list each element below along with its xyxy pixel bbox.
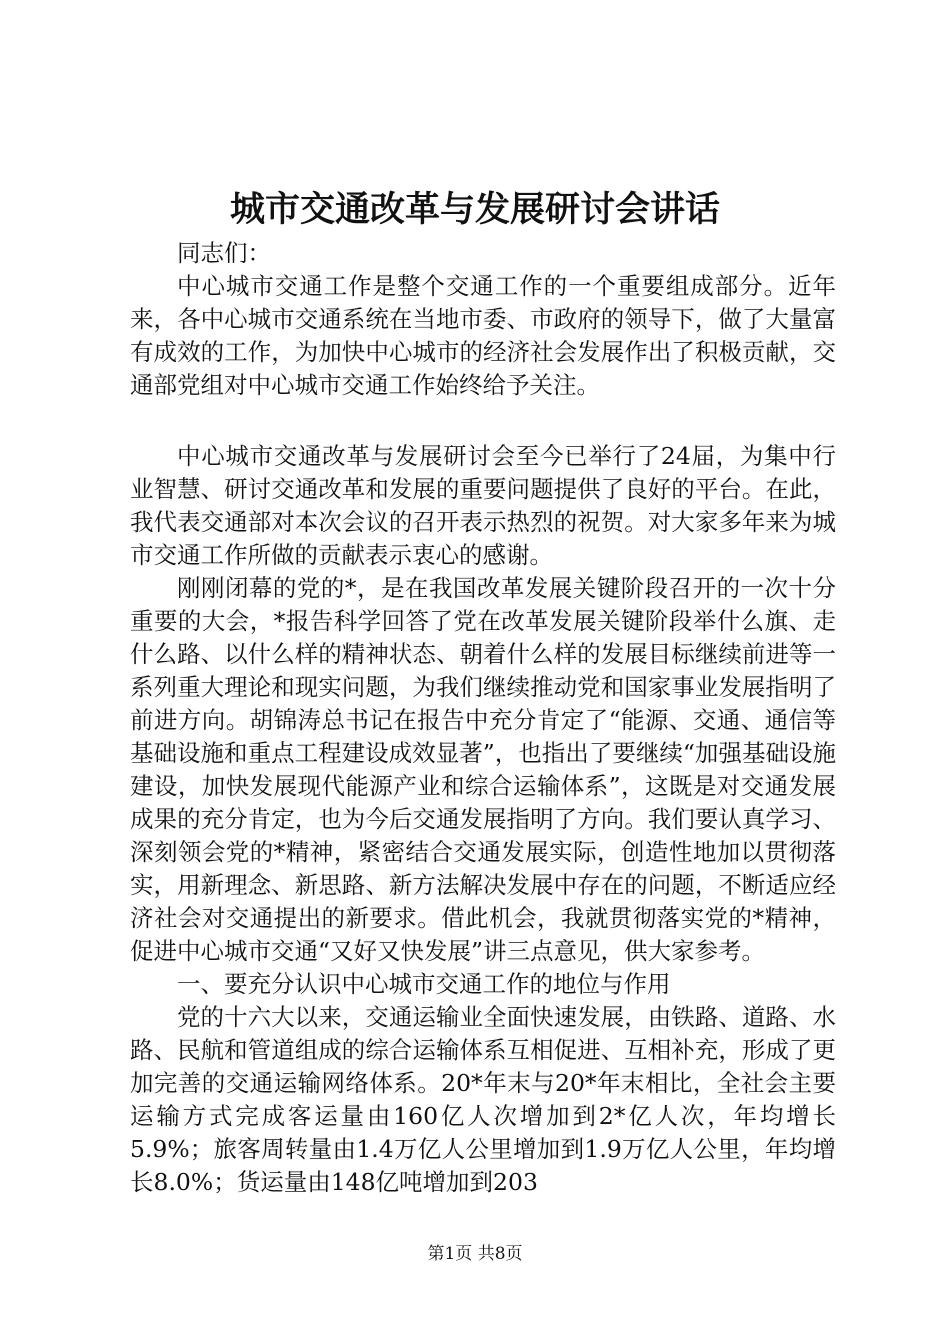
page-number-footer: 第1页 共8页: [427, 1244, 523, 1264]
paragraph-1: 中心城市交通工作是整个交通工作的一个重要组成部分。近年来，各中心城市交通系统在当地市委、市政府的领导下，做了大量富有成效的工作，为加快中心城市的经济社会发展作出了积极贡献，交通部党组对中心城市交通工作始终给予关注。: [130, 272, 836, 399]
section-heading: 一、要充分认识中心城市交通工作的地位与作用: [177, 970, 671, 998]
paragraph-gap: [130, 402, 836, 440]
salutation: 同志们：: [177, 239, 271, 267]
document-body: [130, 237, 836, 1199]
paragraph-4: 党的十六大以来，交通运输业全面快速发展，由铁路、道路、水路、民航和管道组成的综合运输体系互相促进、互相补充，形成了更加完善的交通运输网络体系。20*年末与20*年末相比，全社会主要运输方式完成客运量由160亿人次增加到2*亿人次，年均增长5.9%；旅客周转量由1.4万亿人公里增加到1.9万亿人公里，年均增长8.0%；货运量由148亿吨增加到203: [130, 1003, 836, 1196]
paragraph-2: 中心城市交通改革与发展研讨会至今已举行了24届，为集中行业智慧、研讨交通改革和发展的重要问题提供了良好的平台。在此，我代表交通部对本次会议的召开表示热烈的祝贺。对大家多年来为城市交通工作所做的贡献表示衷心的感谢。: [130, 442, 836, 569]
document-title: 城市交通改革与发展研讨会讲话: [229, 189, 720, 230]
paragraph-3: 刚刚闭幕的党的*，是在我国改革发展关键阶段召开的一次十分重要的大会，*报告科学回答了党在改革发展关键阶段举什么旗、走什么路、以什么样的精神状态、朝着什么样的发展目标继续前进等一系列重大理论和现实问题，为我们继续推动党和国家事业发展指明了前进方向。胡锦涛总书记在报告中充分肯定了“能源、交通、通信等基础设施和重点工程建设成效显著”，也指出了要继续“加强基础设施建设，加快发展现代能源产业和综合运输体系”，这既是对交通发展成果的充分肯定，也为今后交通发展指明了方向。我们要认真学习、深刻领会党的*精神，紧密结合交通发展实际，创造性地加以贯彻落实，用新理念、新思路、新方法解决发展中存在的问题，不断适应经济社会对交通提出的新要求。借此机会，我就贯彻落实党的*精神，促进中心城市交通“又好又快发展”讲三点意见，供大家参考。: [130, 574, 836, 965]
